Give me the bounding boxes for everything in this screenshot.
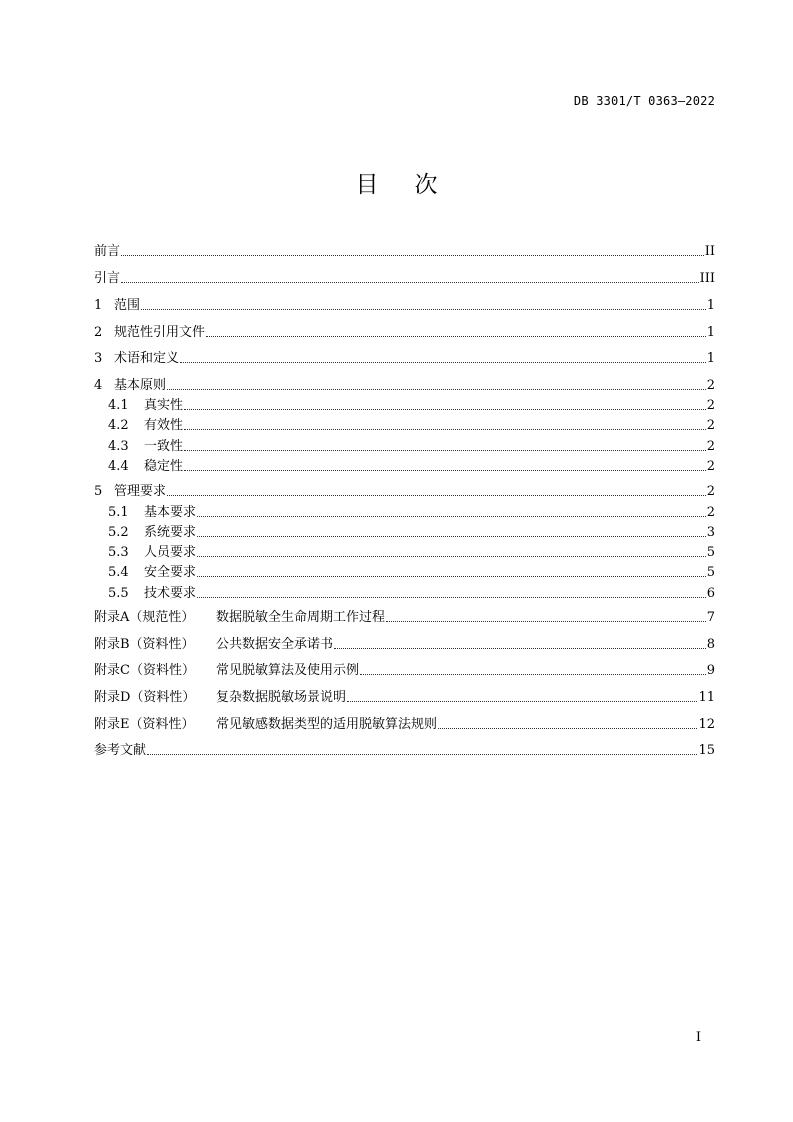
toc-entry-page: III <box>699 271 715 286</box>
toc-entry-label: 人员要求 <box>144 545 197 560</box>
toc-leader-dots <box>386 621 706 622</box>
toc-entry-page: 2 <box>706 378 715 393</box>
toc-entry[interactable] <box>94 269 715 287</box>
toc-leader-dots <box>197 597 706 598</box>
toc-leader-dots <box>180 362 706 363</box>
toc-leader-dots <box>184 470 706 471</box>
toc-entry-number: 1 <box>94 298 103 313</box>
toc-entry-label: 参考文献 <box>94 743 147 758</box>
toc-entry-number: 5.1 <box>108 505 129 520</box>
toc-entry-label: 基本要求 <box>144 505 197 520</box>
toc-entry-page: 9 <box>706 663 715 678</box>
toc-entry-page: 15 <box>698 743 715 758</box>
toc-leader-dots <box>347 701 697 702</box>
toc-entry-number: 附录C（资料性） <box>94 663 195 678</box>
toc-entry[interactable] <box>94 715 715 733</box>
toc-entry-page: 12 <box>698 717 715 732</box>
toc-entry-number: 2 <box>94 325 103 340</box>
toc-entry-label: 术语和定义 <box>114 351 180 366</box>
toc-entry-number: 4.4 <box>108 459 129 474</box>
toc-entry[interactable] <box>108 584 715 602</box>
toc-leader-dots <box>206 336 706 337</box>
toc-entry[interactable] <box>94 688 715 706</box>
toc-leader-dots <box>121 282 699 283</box>
toc-entry-page: 2 <box>706 398 715 413</box>
toc-leader-dots <box>197 536 706 537</box>
toc-entry-page: 1 <box>706 325 715 340</box>
toc-entry-label: 管理要求 <box>114 484 167 499</box>
toc-entry-page: 7 <box>706 610 715 625</box>
toc-leader-dots <box>184 429 706 430</box>
toc-entry-label: 数据脱敏全生命周期工作过程 <box>216 610 386 625</box>
toc-entry[interactable] <box>94 741 715 759</box>
toc-entry[interactable] <box>94 349 715 367</box>
toc-entry-number: 5.4 <box>108 565 129 580</box>
toc-entry-page: 1 <box>706 351 715 366</box>
toc-entry-page: 2 <box>706 439 715 454</box>
toc-entry-number: 5 <box>94 484 103 499</box>
toc-entry-number: 附录E（资料性） <box>94 717 195 732</box>
toc-entry-number: 5.2 <box>108 525 129 540</box>
toc-entry-page: 5 <box>706 565 715 580</box>
toc-entry[interactable] <box>94 482 715 500</box>
toc-entry-page: 2 <box>706 418 715 433</box>
toc-entry-number: 4 <box>94 378 103 393</box>
toc-entry[interactable] <box>108 437 715 455</box>
toc-leader-dots <box>197 516 706 517</box>
toc-entry-number: 5.3 <box>108 545 129 560</box>
toc-entry-label: 公共数据安全承诺书 <box>216 637 334 652</box>
toc-entry-number: 4.1 <box>108 398 129 413</box>
toc-entry-label: 范围 <box>114 298 141 313</box>
toc-entry-label: 稳定性 <box>144 459 184 474</box>
toc-entry-number: 4.3 <box>108 439 129 454</box>
toc-entry-page: 3 <box>706 525 715 540</box>
toc-entry[interactable] <box>108 543 715 561</box>
toc-leader-dots <box>147 754 697 755</box>
toc-leader-dots <box>184 409 706 410</box>
toc-entry[interactable] <box>94 323 715 341</box>
toc-leader-dots <box>141 309 706 310</box>
toc-entry-label: 系统要求 <box>144 525 197 540</box>
toc-entry-page: 1 <box>706 298 715 313</box>
toc-entry[interactable] <box>108 416 715 434</box>
toc-entry-label: 规范性引用文件 <box>114 325 206 340</box>
toc-entry-label: 基本原则 <box>114 378 167 393</box>
toc-entry-label: 技术要求 <box>144 586 197 601</box>
toc-entry-label: 复杂数据脱敏场景说明 <box>216 690 347 705</box>
toc-leader-dots <box>360 674 706 675</box>
toc-entry[interactable] <box>108 563 715 581</box>
toc-entry-label: 前言 <box>94 244 121 259</box>
toc-entry-number: 3 <box>94 351 103 366</box>
toc-entry-label: 引言 <box>94 271 121 286</box>
toc-leader-dots <box>121 255 704 256</box>
toc-entry[interactable] <box>94 661 715 679</box>
toc-entry-page: 8 <box>706 637 715 652</box>
toc-leader-dots <box>167 495 706 496</box>
toc-entry[interactable] <box>108 396 715 414</box>
toc-entry[interactable] <box>94 242 715 260</box>
toc-entry-label: 一致性 <box>144 439 184 454</box>
toc-leader-dots <box>167 389 706 390</box>
toc-entry[interactable] <box>108 503 715 521</box>
toc-leader-dots <box>197 576 706 577</box>
toc-entry[interactable] <box>94 296 715 314</box>
toc-entry-label: 真实性 <box>144 398 184 413</box>
toc-entry-page: II <box>704 244 715 259</box>
toc-entry-number: 附录D（资料性） <box>94 690 196 705</box>
toc-entry-page: 2 <box>706 505 715 520</box>
toc-entry-page: 2 <box>706 459 715 474</box>
toc-entry-page: 6 <box>706 586 715 601</box>
toc-entry[interactable] <box>94 608 715 626</box>
footer-page-number: I <box>695 1030 701 1045</box>
toc-entry-number: 附录A（规范性） <box>94 610 195 625</box>
toc-entry-page: 11 <box>698 690 715 705</box>
toc-entry-page: 5 <box>706 545 715 560</box>
toc-entry-label: 常见脱敏算法及使用示例 <box>216 663 360 678</box>
toc-entry-label: 安全要求 <box>144 565 197 580</box>
toc-entry[interactable] <box>94 635 715 653</box>
toc-entry[interactable] <box>108 523 715 541</box>
toc-entry-number: 4.2 <box>108 418 129 433</box>
toc-leader-dots <box>334 648 706 649</box>
toc-leader-dots <box>197 556 706 557</box>
toc-entry-number: 附录B（资料性） <box>94 637 195 652</box>
standard-code: DB 3301/T 0363—2022 <box>573 94 715 108</box>
toc-entry-page: 2 <box>706 484 715 499</box>
toc-entry-label: 常见敏感数据类型的适用脱敏算法规则 <box>216 717 438 732</box>
toc-entry-label: 有效性 <box>144 418 184 433</box>
toc-leader-dots <box>438 728 697 729</box>
toc-entry[interactable] <box>94 376 715 394</box>
toc-entry-number: 5.5 <box>108 586 129 601</box>
toc-leader-dots <box>184 450 706 451</box>
toc-entry[interactable] <box>108 457 715 475</box>
page-title: 目次 <box>355 172 474 198</box>
